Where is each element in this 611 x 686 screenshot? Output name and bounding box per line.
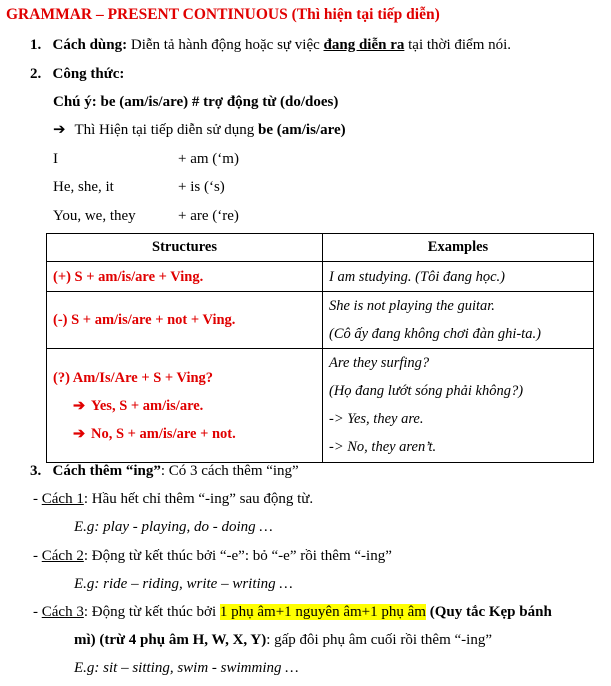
question-example: Are they surfing? <box>329 355 430 371</box>
table-row <box>47 292 594 349</box>
arrow-icon: ➔ <box>73 425 86 442</box>
formula-rule <box>53 121 346 139</box>
section-ing <box>30 462 299 480</box>
rule-2-text: : Động từ kết thúc bởi “-e”: bỏ “-e” rồi thêm “-ing” <box>83 548 392 564</box>
table-row <box>47 262 594 292</box>
rule-3-bold-a: (Quy tắc Kẹp bánh <box>425 604 552 620</box>
no-text: No, S + am/is/are + not. <box>91 425 236 442</box>
arrow-icon: ➔ <box>53 122 66 138</box>
pronoun-subject: I <box>53 151 58 167</box>
rule-1-name: Cách 1 <box>41 491 84 507</box>
rule-3-continued <box>74 631 492 649</box>
usage-label: Cách dùng: <box>52 37 128 53</box>
section-number: 2. <box>30 66 42 82</box>
bullet-dash: - <box>33 491 42 507</box>
negative-translation: (Cô ấy đang không chơi đàn ghi-ta.) <box>329 326 541 342</box>
rule-be: be (am/is/are) <box>258 122 346 138</box>
affirmative-structure: (+) S + am/is/are + Ving. <box>53 268 204 285</box>
rule-1-example: E.g: play - playing, do - doing … <box>74 519 273 535</box>
ing-label: Cách thêm “ing” <box>52 463 161 479</box>
pronoun-form: + are (‘re) <box>178 208 239 224</box>
question-translation: (Họ đang lướt sóng phải không?) <box>329 383 524 399</box>
affirmative-example: I am studying. (Tôi đang học.) <box>329 268 505 285</box>
usage-text-a: Diễn tả hành động hoặc sự việc <box>127 37 324 53</box>
rule-2-example: E.g: ride – riding, write – writing … <box>74 576 293 592</box>
section-usage <box>30 36 511 54</box>
rule-1 <box>33 490 313 508</box>
ing-text: : Có 3 cách thêm “ing” <box>160 463 299 479</box>
example-cell <box>323 292 594 349</box>
structure-cell <box>47 349 323 463</box>
table-row <box>47 349 594 463</box>
example-cell <box>323 262 594 292</box>
rule-2-name: Cách 2 <box>41 548 84 564</box>
pronoun-subject: You, we, they <box>53 208 136 224</box>
rule-3-text: : Động từ kết thúc bởi <box>83 604 220 620</box>
example-cell <box>323 349 594 463</box>
question-no <box>47 420 322 448</box>
answer-yes: -> Yes, they are. <box>329 411 424 427</box>
section-formula <box>30 65 124 83</box>
section-number: 1. <box>30 37 42 53</box>
formula-label: Công thức: <box>52 66 125 82</box>
rule-3-highlight: 1 phụ âm+1 nguyên âm+1 phụ âm <box>219 604 426 620</box>
bullet-dash: - <box>33 548 42 564</box>
pronoun-form: + am (‘m) <box>178 151 239 167</box>
table-header-row <box>47 234 594 262</box>
rule-3 <box>33 603 552 621</box>
structure-cell <box>47 262 323 292</box>
page-title: GRAMMAR – PRESENT CONTINUOUS (Thì hiện tại tiếp diễn) <box>6 6 440 23</box>
question-structure: (?) Am/Is/Are + S + Ving? <box>53 369 214 386</box>
rule-1-text: : Hầu hết chỉ thêm “-ing” sau động từ. <box>83 491 314 507</box>
arrow-icon: ➔ <box>73 397 86 414</box>
rule-2 <box>33 547 392 565</box>
rule-3-name: Cách 3 <box>41 604 84 620</box>
header-examples: Examples <box>323 234 594 262</box>
structure-table <box>46 233 594 463</box>
structure-cell <box>47 292 323 349</box>
pronoun-subject: He, she, it <box>53 179 114 195</box>
bullet-dash: - <box>33 604 42 620</box>
header-structures: Structures <box>47 234 323 262</box>
usage-emphasis: đang diễn ra <box>323 37 405 53</box>
pronoun-form: + is (‘s) <box>178 179 225 195</box>
usage-text-b: tại thời điểm nói. <box>404 37 512 53</box>
rule-3-bold-b: mì) (trừ 4 phụ âm H, W, X, Y) <box>74 632 267 648</box>
formula-note: Chú ý: be (am/is/are) # trợ động từ (do/does) <box>53 94 339 110</box>
negative-example: She is not playing the guitar. <box>329 298 495 314</box>
yes-text: Yes, S + am/is/are. <box>91 397 204 414</box>
rule-3-example: E.g: sit – sitting, swim - swimming … <box>74 660 299 676</box>
rule-3-text-b: : gấp đôi phụ âm cuối rồi thêm “-ing” <box>266 632 492 648</box>
negative-structure: (-) S + am/is/are + not + Ving. <box>53 312 236 328</box>
rule-text: Thì Hiện tại tiếp diễn sử dụng <box>71 122 258 138</box>
answer-no: -> No, they aren’t. <box>329 439 437 455</box>
section-number: 3. <box>30 463 42 479</box>
question-yes <box>47 392 322 420</box>
